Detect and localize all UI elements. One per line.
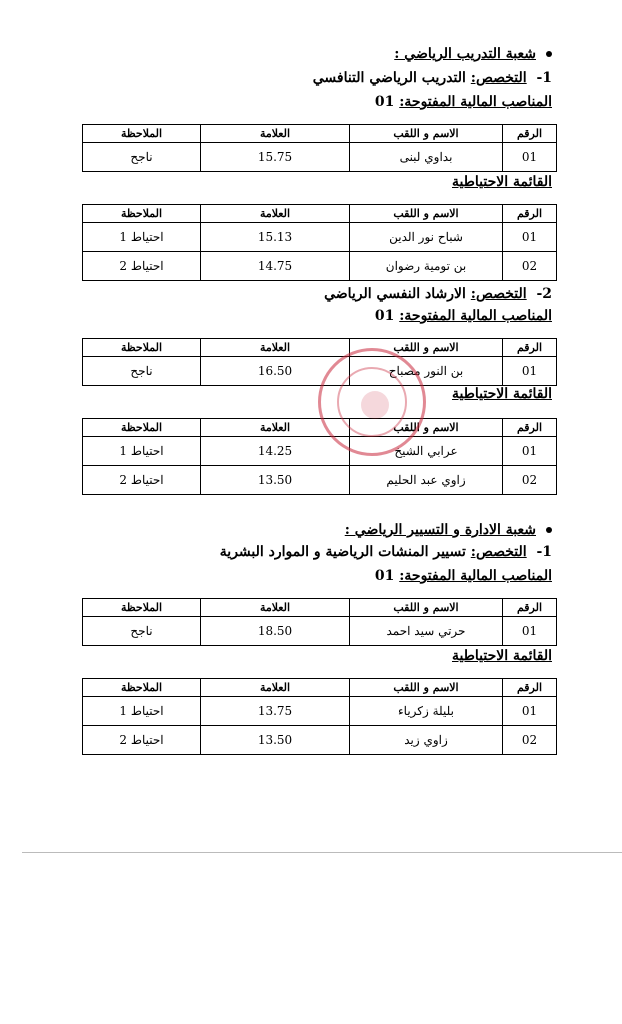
reserve-list-title: القائمة الاحتياطية bbox=[452, 648, 552, 664]
table-row bbox=[83, 223, 557, 252]
header-note: الملاحظة bbox=[83, 125, 201, 143]
specialty-title: 1- التخصص: تسيير المنشات الرياضية و الموارد البشرية bbox=[219, 544, 552, 560]
cell-note: احتياط 2 bbox=[83, 466, 201, 495]
header-mark: العلامة bbox=[201, 339, 350, 357]
header-mark: العلامة bbox=[201, 205, 350, 223]
reserve-table bbox=[82, 418, 557, 495]
table-header-row bbox=[83, 419, 557, 437]
reserve-list-title: القائمة الاحتياطية bbox=[452, 174, 552, 190]
table-header-row bbox=[83, 599, 557, 617]
stamp-emblem bbox=[361, 391, 389, 419]
cell-mark: 13.50 bbox=[201, 726, 350, 755]
header-mark: العلامة bbox=[201, 599, 350, 617]
cell-num: 01 bbox=[503, 143, 557, 172]
cell-num: 02 bbox=[503, 466, 557, 495]
cell-name: شباح نور الدين bbox=[350, 223, 503, 252]
header-num: الرقم bbox=[503, 205, 557, 223]
table-row bbox=[83, 466, 557, 495]
header-mark: العلامة bbox=[201, 419, 350, 437]
table-header-row bbox=[83, 125, 557, 143]
cell-mark: 16.50 bbox=[201, 357, 350, 386]
header-note: الملاحظة bbox=[83, 205, 201, 223]
cell-num: 01 bbox=[503, 617, 557, 646]
table-row bbox=[83, 617, 557, 646]
bullet-icon bbox=[546, 51, 552, 57]
cell-mark: 15.13 bbox=[201, 223, 350, 252]
open-positions: المناصب المالية المفتوحة: 01 bbox=[374, 308, 552, 324]
header-name: الاسم و اللقب bbox=[350, 679, 503, 697]
table-header-row bbox=[83, 339, 557, 357]
bullet-icon bbox=[546, 527, 552, 533]
results-table bbox=[82, 338, 557, 386]
specialty-title: 1- التخصص: التدريب الرياضي التنافسي bbox=[312, 70, 552, 86]
cell-name: بن تومية رضوان bbox=[350, 252, 503, 281]
header-num: الرقم bbox=[503, 125, 557, 143]
cell-num: 01 bbox=[503, 223, 557, 252]
open-positions: المناصب المالية المفتوحة: 01 bbox=[374, 94, 552, 110]
table-header-row bbox=[83, 205, 557, 223]
header-note: الملاحظة bbox=[83, 679, 201, 697]
header-note: الملاحظة bbox=[83, 339, 201, 357]
official-stamp bbox=[318, 348, 426, 456]
table-row bbox=[83, 726, 557, 755]
table-row bbox=[83, 252, 557, 281]
page-divider bbox=[22, 852, 622, 853]
header-name: الاسم و اللقب bbox=[350, 599, 503, 617]
header-mark: العلامة bbox=[201, 125, 350, 143]
cell-note: احتياط 1 bbox=[83, 697, 201, 726]
cell-num: 02 bbox=[503, 726, 557, 755]
cell-name: بليلة زكرياء bbox=[350, 697, 503, 726]
header-note: الملاحظة bbox=[83, 599, 201, 617]
header-num: الرقم bbox=[503, 339, 557, 357]
results-table bbox=[82, 598, 557, 646]
cell-note: احتياط 2 bbox=[83, 726, 201, 755]
table-row bbox=[83, 357, 557, 386]
header-name: الاسم و اللقب bbox=[350, 419, 503, 437]
cell-num: 01 bbox=[503, 357, 557, 386]
cell-mark: 15.75 bbox=[201, 143, 350, 172]
header-name: الاسم و اللقب bbox=[350, 205, 503, 223]
cell-note: ناجح bbox=[83, 143, 201, 172]
section-heading: شعبة التدريب الرياضي : bbox=[394, 46, 552, 62]
table-row bbox=[83, 437, 557, 466]
cell-num: 02 bbox=[503, 252, 557, 281]
cell-name: عرابي الشيخ bbox=[350, 437, 503, 466]
header-num: الرقم bbox=[503, 419, 557, 437]
header-name: الاسم و اللقب bbox=[350, 339, 503, 357]
cell-name: بداوي لبنى bbox=[350, 143, 503, 172]
cell-note: احتياط 2 bbox=[83, 252, 201, 281]
reserve-list-title: القائمة الاحتياطية bbox=[452, 386, 552, 402]
table-header-row bbox=[83, 679, 557, 697]
specialty-title: 2- التخصص: الارشاد النفسي الرياضي bbox=[324, 286, 552, 302]
header-note: الملاحظة bbox=[83, 419, 201, 437]
cell-mark: 13.75 bbox=[201, 697, 350, 726]
cell-name: زاوي عبد الحليم bbox=[350, 466, 503, 495]
cell-note: ناجح bbox=[83, 357, 201, 386]
cell-name: زاوي زيد bbox=[350, 726, 503, 755]
reserve-table bbox=[82, 204, 557, 281]
cell-mark: 14.75 bbox=[201, 252, 350, 281]
cell-note: ناجح bbox=[83, 617, 201, 646]
table-row bbox=[83, 697, 557, 726]
cell-note: احتياط 1 bbox=[83, 223, 201, 252]
cell-name: بن النور مصباح bbox=[350, 357, 503, 386]
cell-note: احتياط 1 bbox=[83, 437, 201, 466]
cell-num: 01 bbox=[503, 697, 557, 726]
cell-mark: 13.50 bbox=[201, 466, 350, 495]
results-table bbox=[82, 124, 557, 172]
cell-num: 01 bbox=[503, 437, 557, 466]
cell-mark: 18.50 bbox=[201, 617, 350, 646]
section-heading: شعبة الادارة و التسيير الرياضي : bbox=[345, 522, 552, 538]
header-name: الاسم و اللقب bbox=[350, 125, 503, 143]
open-positions: المناصب المالية المفتوحة: 01 bbox=[374, 568, 552, 584]
table-row bbox=[83, 143, 557, 172]
reserve-table bbox=[82, 678, 557, 755]
header-num: الرقم bbox=[503, 679, 557, 697]
header-num: الرقم bbox=[503, 599, 557, 617]
cell-name: حرتي سيد احمد bbox=[350, 617, 503, 646]
header-mark: العلامة bbox=[201, 679, 350, 697]
cell-mark: 14.25 bbox=[201, 437, 350, 466]
